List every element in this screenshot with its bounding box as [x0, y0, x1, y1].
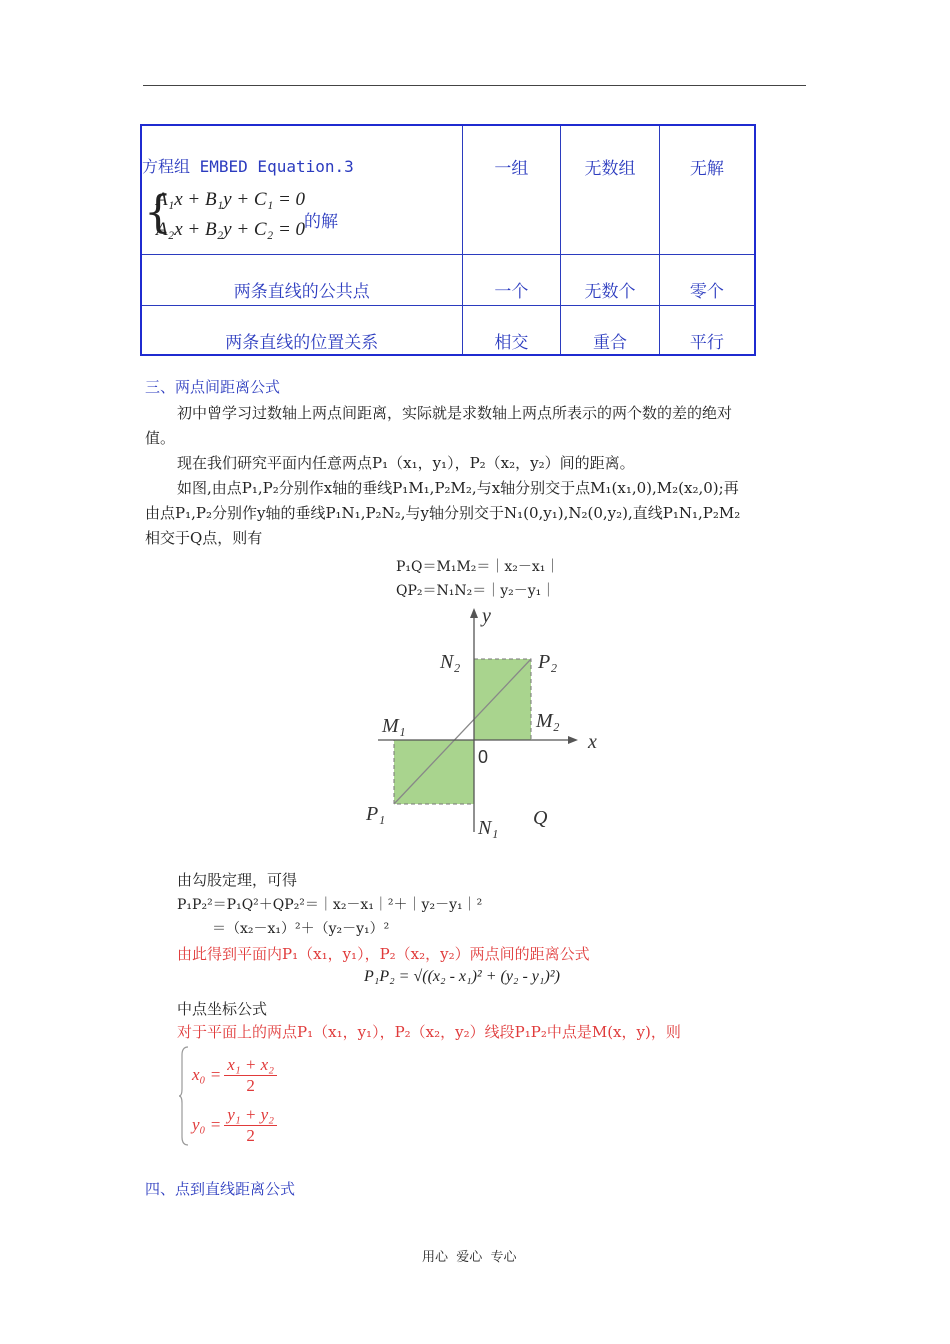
x0-denominator: 2 — [246, 1075, 255, 1095]
equation-2: A₂x + B₂y + C₂ = 0 — [156, 219, 306, 240]
upper-rectangle — [474, 659, 531, 740]
distance-conclusion: 由此得到平面内P₁（x₁，y₁），P₂（x₂，y₂）两点间的距离公式 — [177, 945, 590, 963]
coordinate-figure — [360, 600, 610, 845]
equation-1: A₁x + B₁y + C₁ = 0 — [156, 189, 306, 210]
para3-line3: 相交于Q点，则有 — [145, 529, 263, 547]
label-q: Q — [533, 807, 548, 829]
section4-heading: 四、点到直线距离公式 — [145, 1180, 296, 1198]
cell-infinite-points: 无数个 — [561, 255, 660, 306]
y0-fraction — [224, 1105, 277, 1146]
cell-no-solution: 无解 — [659, 125, 755, 255]
cell-intersect: 相交 — [462, 306, 561, 356]
comparison-table — [140, 124, 756, 356]
derivation-intro: 由勾股定理，可得 — [177, 871, 298, 889]
y0-denominator: 2 — [246, 1125, 255, 1145]
cell-one-solution: 一组 — [462, 125, 561, 255]
cell-coincide: 重合 — [561, 306, 660, 356]
para3-line1: 如图,由点P₁,P₂分别作x轴的垂线P₁M₁,P₂M₂,与x轴分别交于点M₁(x₁,0),M₂(x₂,0);再 — [177, 479, 739, 497]
x-label: x — [588, 731, 597, 753]
label-n2: N₂ — [440, 651, 461, 673]
table-row — [141, 306, 755, 356]
brace-icon: { — [144, 187, 172, 238]
section3-heading: 三、两点间距离公式 — [145, 378, 281, 396]
label-p2: P₂ — [538, 651, 558, 673]
table-row — [141, 125, 755, 255]
header-rule — [143, 85, 806, 86]
distance-formula: P₁P₂ = √((x₂ - x₁)² + (y₂ - y₁)²) — [364, 968, 560, 985]
system-cell — [141, 125, 462, 255]
formula-qp2: QP₂＝N₁N₂＝｜y₂－y₁｜ — [396, 583, 556, 599]
footer: 用心 爱心 专心 — [422, 1250, 517, 1265]
y0-formula — [192, 1103, 277, 1147]
cell-one-point: 一个 — [462, 255, 561, 306]
system-suffix: 的解 — [304, 212, 338, 232]
y-label: y — [482, 605, 491, 627]
y0-numerator: y₁ + y₂ — [224, 1105, 277, 1126]
label-m2: M₂ — [536, 710, 560, 732]
table-row — [141, 255, 755, 306]
origin-label: 0 — [478, 747, 489, 767]
cell-parallel: 平行 — [659, 306, 755, 356]
derivation-line1: P₁P₂²＝P₁Q²＋QP₂²＝｜x₂－x₁｜²＋｜y₂－y₁｜² — [177, 897, 483, 913]
para2: 现在我们研究平面内任意两点P₁（x₁，y₁），P₂（x₂，y₂）间的距离。 — [177, 454, 635, 472]
para3-line2: 由点P₁,P₂分别作y轴的垂线P₁N₁,P₂N₂,与y轴分别交于N₁(0,y₁),N₂(0,y₂),直线P₁N₁,P₂M₂ — [145, 504, 741, 522]
derivation-line2: ＝（x₂－x₁）²＋（y₂－y₁）² — [212, 921, 390, 937]
y0-lhs: y₀ = — [192, 1115, 222, 1134]
para1-line2: 值。 — [145, 429, 176, 447]
embed-label: 方程组 EMBED Equation.3 — [142, 157, 354, 176]
lower-rectangle — [394, 740, 474, 804]
x0-fraction — [224, 1055, 277, 1096]
cell-infinite-solutions: 无数组 — [561, 125, 660, 255]
common-points-label: 两条直线的公共点 — [141, 255, 462, 306]
label-p1: P₁ — [366, 803, 386, 825]
brace-icon — [178, 1045, 190, 1147]
y-arrow-icon — [470, 608, 478, 618]
relation-label: 两条直线的位置关系 — [141, 306, 462, 356]
formula-p1q: P₁Q＝M₁M₂＝｜x₂－x₁｜ — [396, 559, 560, 575]
midpoint-system — [178, 1045, 308, 1147]
equation-system — [142, 183, 461, 253]
x0-formula — [192, 1053, 277, 1097]
midpoint-statement: 对于平面上的两点P₁（x₁，y₁），P₂（x₂，y₂）线段P₁P₂中点是M(x，y)，则 — [177, 1023, 681, 1041]
midpoint-heading: 中点坐标公式 — [177, 1000, 268, 1018]
x0-lhs: x₀ = — [192, 1065, 222, 1084]
x0-numerator: x₁ + x₂ — [224, 1055, 277, 1076]
para1-line1: 初中曾学习过数轴上两点间距离，实际就是求数轴上两点所表示的两个数的差的绝对 — [177, 404, 733, 422]
label-m1: M₁ — [382, 715, 406, 737]
cell-zero-points: 零个 — [659, 255, 755, 306]
x-arrow-icon — [568, 736, 578, 744]
label-n1: N₁ — [478, 817, 499, 839]
